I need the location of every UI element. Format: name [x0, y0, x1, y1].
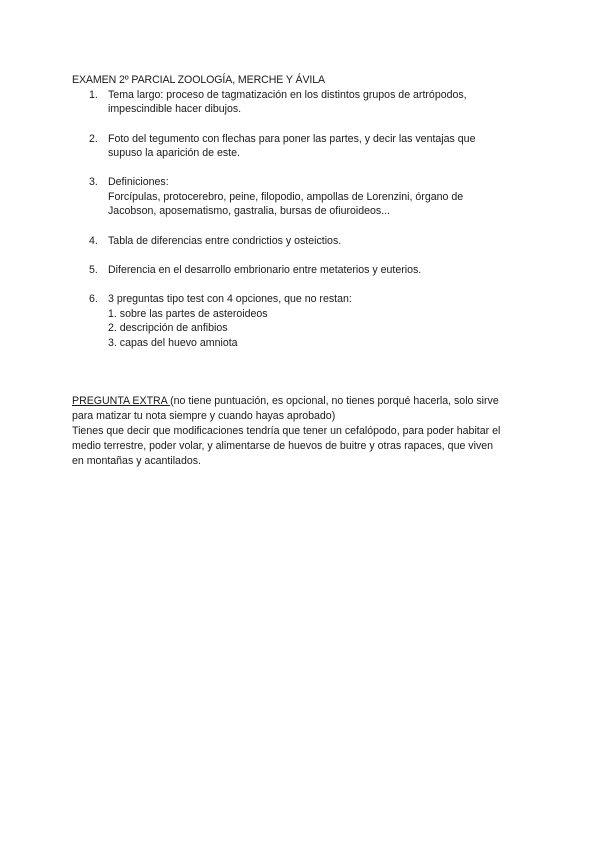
extra-line-3: medio terrestre, poder volar, y alimentarse de huevos de buitre y otras rapaces, que viven: [72, 440, 494, 452]
question-4-line-1: Tabla de diferencias entre condrictios y osteictios.: [108, 235, 342, 247]
question-6-line-1: 3 preguntas tipo test con 4 opciones, que no restan:: [108, 293, 352, 305]
question-6-subitem-2: 2. descripción de anfibios: [108, 322, 228, 334]
question-2-number: 2.: [89, 133, 98, 145]
extra-line-2: Tienes que decir que modificaciones tendría que tener un cefalópodo, para poder habitar el: [72, 425, 501, 437]
question-5-line-1: Diferencia en el desarrollo embrionario entre metaterios y euterios.: [108, 264, 422, 276]
question-1-line-2: impescindible hacer dibujos.: [108, 103, 242, 115]
question-3-number: 3.: [89, 176, 98, 188]
question-2-line-1: Foto del tegumento con flechas para poner las partes, y decir las ventajas que: [108, 133, 476, 145]
question-3-line-2: Forcípulas, protocerebro, peine, filopodio, ampollas de Lorenzini, órgano de: [108, 191, 464, 203]
extra-line-1: para matizar tu nota siempre y cuando hayas aprobado): [72, 410, 336, 422]
extra-line-4: en montañas y acantilados.: [72, 455, 201, 467]
question-6-number: 6.: [89, 293, 98, 305]
extra-question-heading-line: [72, 394, 499, 409]
question-1-number: 1.: [89, 89, 98, 101]
extra-question-heading-rest: (no tiene puntuación, es opcional, no tienes porqué hacerla, solo sirve: [170, 395, 499, 407]
question-6-subitem-3: 3. capas del huevo amniota: [108, 337, 238, 349]
question-1-line-1: Tema largo: proceso de tagmatización en los distintos grupos de artrópodos,: [108, 89, 467, 101]
question-2-line-2: supuso la aparición de este.: [108, 147, 240, 159]
question-3-line-3: Jacobson, aposematismo, gastralia, bursas de ofiuroideos...: [108, 205, 391, 217]
question-4-number: 4.: [89, 235, 98, 247]
question-6-subitem-1: 1. sobre las partes de asteroideos: [108, 308, 268, 320]
question-5-number: 5.: [89, 264, 98, 276]
extra-question-heading: PREGUNTA EXTRA: [72, 395, 171, 407]
exam-title: EXAMEN 2º PARCIAL ZOOLOGÍA, MERCHE Y ÁVILA: [72, 74, 326, 86]
question-3-line-1: Definiciones:: [108, 176, 169, 188]
